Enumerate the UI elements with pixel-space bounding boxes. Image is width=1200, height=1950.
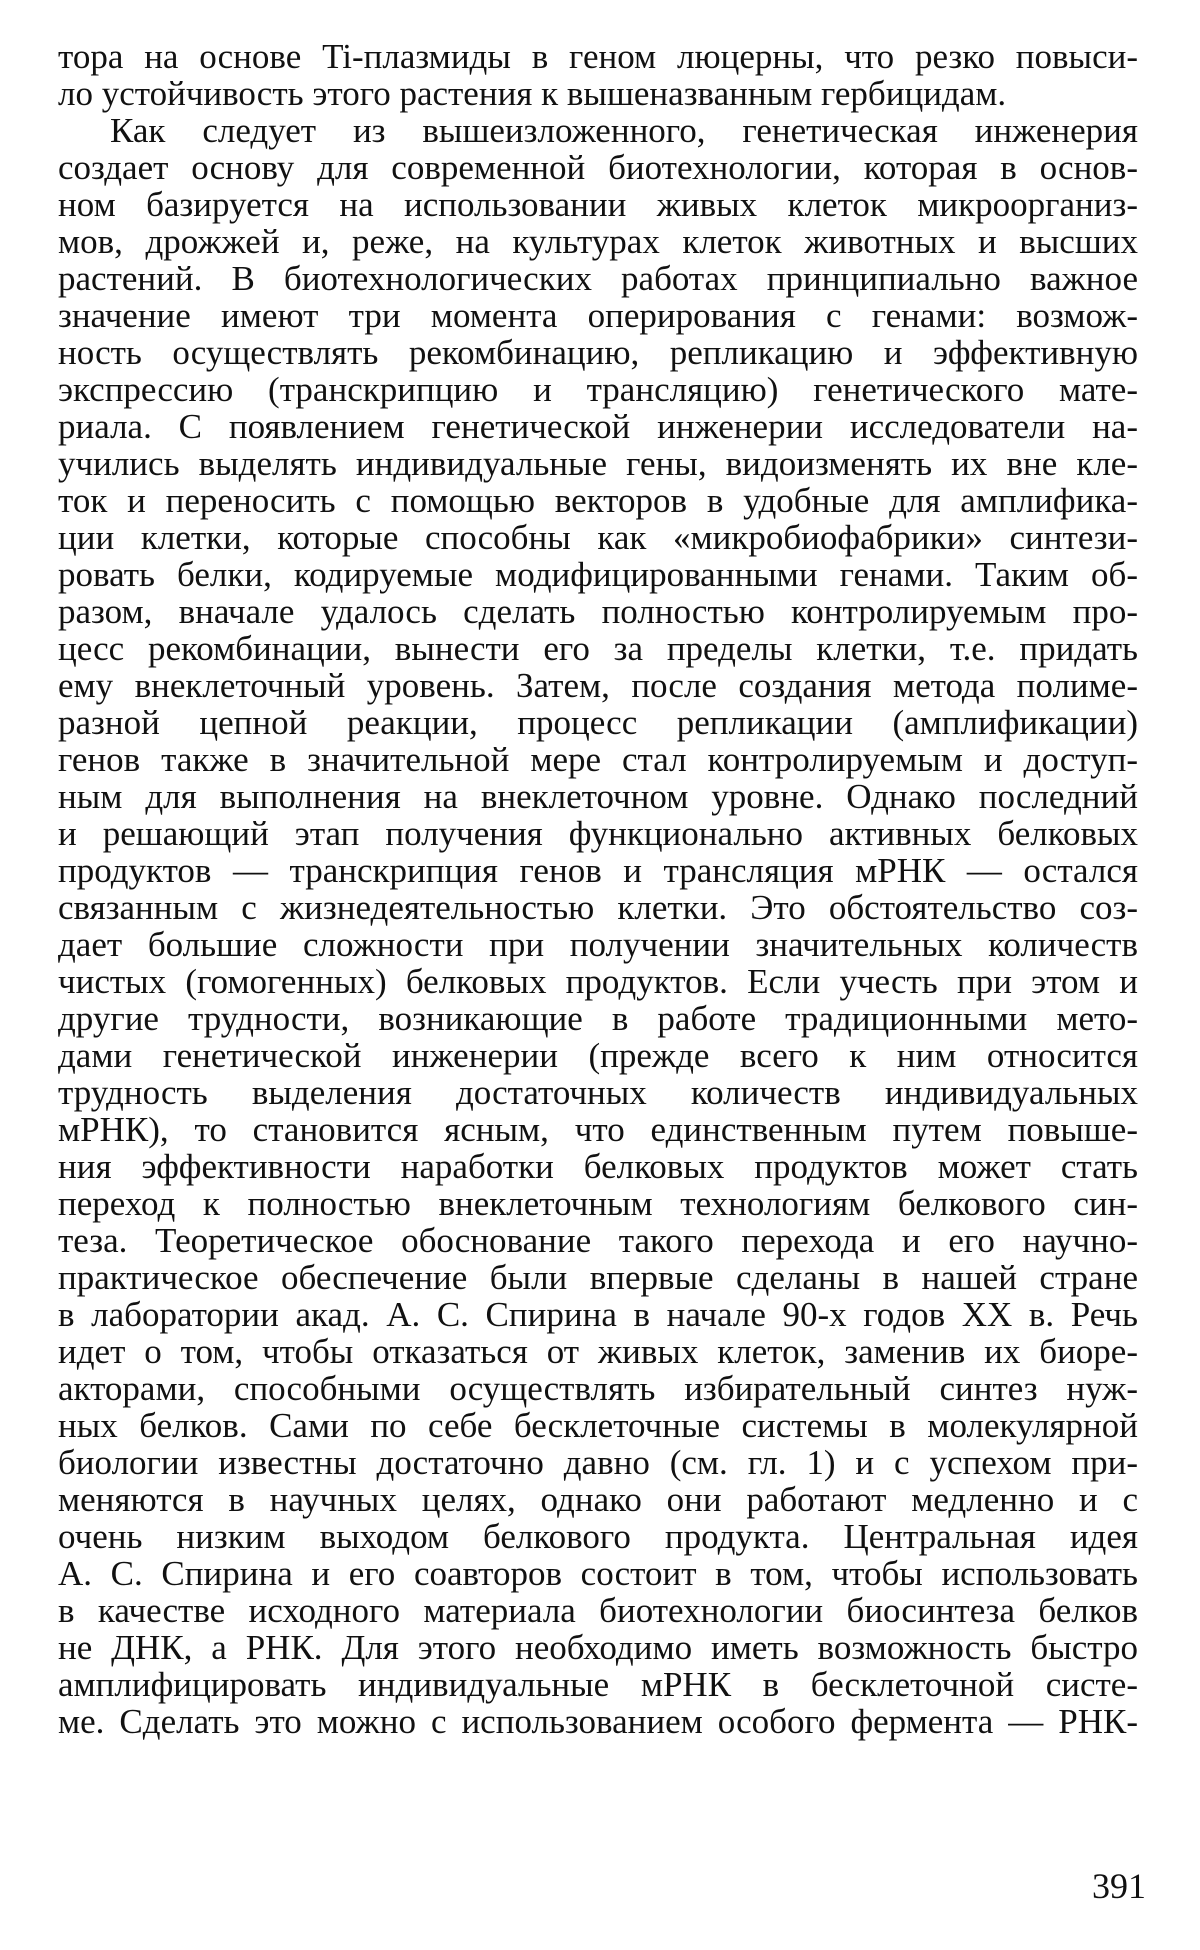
text-line: связанным с жизнедеятельностью клетки. Это обстоятельство соз-: [58, 888, 1138, 927]
text-line: мов, дрожжей и, реже, на культурах клеток животных и высших: [58, 222, 1138, 261]
text-line: теза. Теоретическое обоснование такого перехода и его научно-: [58, 1221, 1138, 1260]
text-line: и решающий этап получения функционально активных белковых: [58, 814, 1138, 853]
text-line: в качестве исходного материала биотехнологии биосинтеза белков: [58, 1591, 1138, 1630]
text-line: растений. В биотехнологических работах принципиально важное: [58, 259, 1138, 298]
text-line: дами генетической инженерии (прежде всего к ним относится: [58, 1036, 1138, 1075]
text-line: ных белков. Сами по себе бесклеточные системы в молекулярной: [58, 1406, 1138, 1445]
text-line: идет о том, чтобы отказаться от живых клеток, заменив их биоре-: [58, 1332, 1138, 1371]
text-line: ему внеклеточный уровень. Затем, после создания метода полиме-: [58, 666, 1138, 705]
text-line: ния эффективности наработки белковых продуктов может стать: [58, 1147, 1138, 1186]
text-line: биологии известны достаточно давно (см. гл. 1) и с успехом при-: [58, 1443, 1138, 1482]
text-line: ровать белки, кодируемые модифицированными генами. Таким об-: [58, 555, 1138, 594]
text-line: ции клетки, которые способны как «микробиофабрики» синтези-: [58, 518, 1138, 557]
text-line: чистых (гомогенных) белковых продуктов. Если учесть при этом и: [58, 962, 1138, 1001]
text-line: тора на основе Ti-плазмиды в геном люцерны, что резко повыси-: [58, 37, 1138, 76]
text-line: мРНК), то становится ясным, что единственным путем повыше-: [58, 1110, 1138, 1149]
text-line: разом, вначале удалось сделать полностью контролируемым про-: [58, 592, 1138, 631]
text-line: ток и переносить с помощью векторов в удобные для амплифика-: [58, 481, 1138, 520]
text-line: А. С. Спирина и его соавторов состоит в том, чтобы использовать: [58, 1554, 1138, 1593]
text-line: ным для выполнения на внеклеточном уровне. Однако последний: [58, 777, 1138, 816]
text-line: в лаборатории акад. А. С. Спирина в начале 90-х годов XX в. Речь: [58, 1295, 1138, 1334]
text-line: Как следует из вышеизложенного, генетическая инженерия: [110, 111, 1138, 150]
text-line: экспрессию (транскрипцию и трансляцию) генетического мате-: [58, 370, 1138, 409]
text-line: не ДНК, а РНК. Для этого необходимо иметь возможность быстро: [58, 1628, 1138, 1667]
body-text: [58, 38, 1138, 1740]
text-line: ном базируется на использовании живых клеток микроорганиз-: [58, 185, 1138, 224]
text-line: ность осуществлять рекомбинацию, репликацию и эффективную: [58, 333, 1138, 372]
text-line: практическое обеспечение были впервые сделаны в нашей стране: [58, 1258, 1138, 1297]
text-line: учились выделять индивидуальные гены, видоизменять их вне кле-: [58, 444, 1138, 483]
text-line: очень низким выходом белкового продукта. Центральная идея: [58, 1517, 1138, 1556]
text-line: трудность выделения достаточных количеств индивидуальных: [58, 1073, 1138, 1112]
text-line: разной цепной реакции, процесс репликации (амплификации): [58, 703, 1138, 742]
text-line: дает большие сложности при получении значительных количеств: [58, 925, 1138, 964]
text-line: продуктов — транскрипция генов и трансляция мРНК — остался: [58, 851, 1138, 890]
text-line: амплифицировать индивидуальные мРНК в бесклеточной систе-: [58, 1665, 1138, 1704]
text-line: риала. С появлением генетической инженерии исследователи на-: [58, 407, 1138, 446]
text-line: создает основу для современной биотехнологии, которая в основ-: [58, 148, 1138, 187]
page-number: 391: [1092, 1866, 1146, 1906]
text-line: ло устойчивость этого растения к вышеназванным гербицидам.: [58, 74, 1007, 113]
text-line: цесс рекомбинации, вынести его за пределы клетки, т.е. придать: [58, 629, 1138, 668]
text-line: акторами, способными осуществлять избирательный синтез нуж-: [58, 1369, 1138, 1408]
text-line: значение имеют три момента оперирования с генами: возмож-: [58, 296, 1138, 335]
text-line: переход к полностью внеклеточным технологиям белкового син-: [58, 1184, 1138, 1223]
text-line: другие трудности, возникающие в работе традиционными мето-: [58, 999, 1138, 1038]
text-line: ме. Сделать это можно с использованием особого фермента — РНК-: [58, 1702, 1138, 1741]
text-line: генов также в значительной мере стал контролируемым и доступ-: [58, 740, 1138, 779]
text-line: меняются в научных целях, однако они работают медленно и с: [58, 1480, 1138, 1519]
